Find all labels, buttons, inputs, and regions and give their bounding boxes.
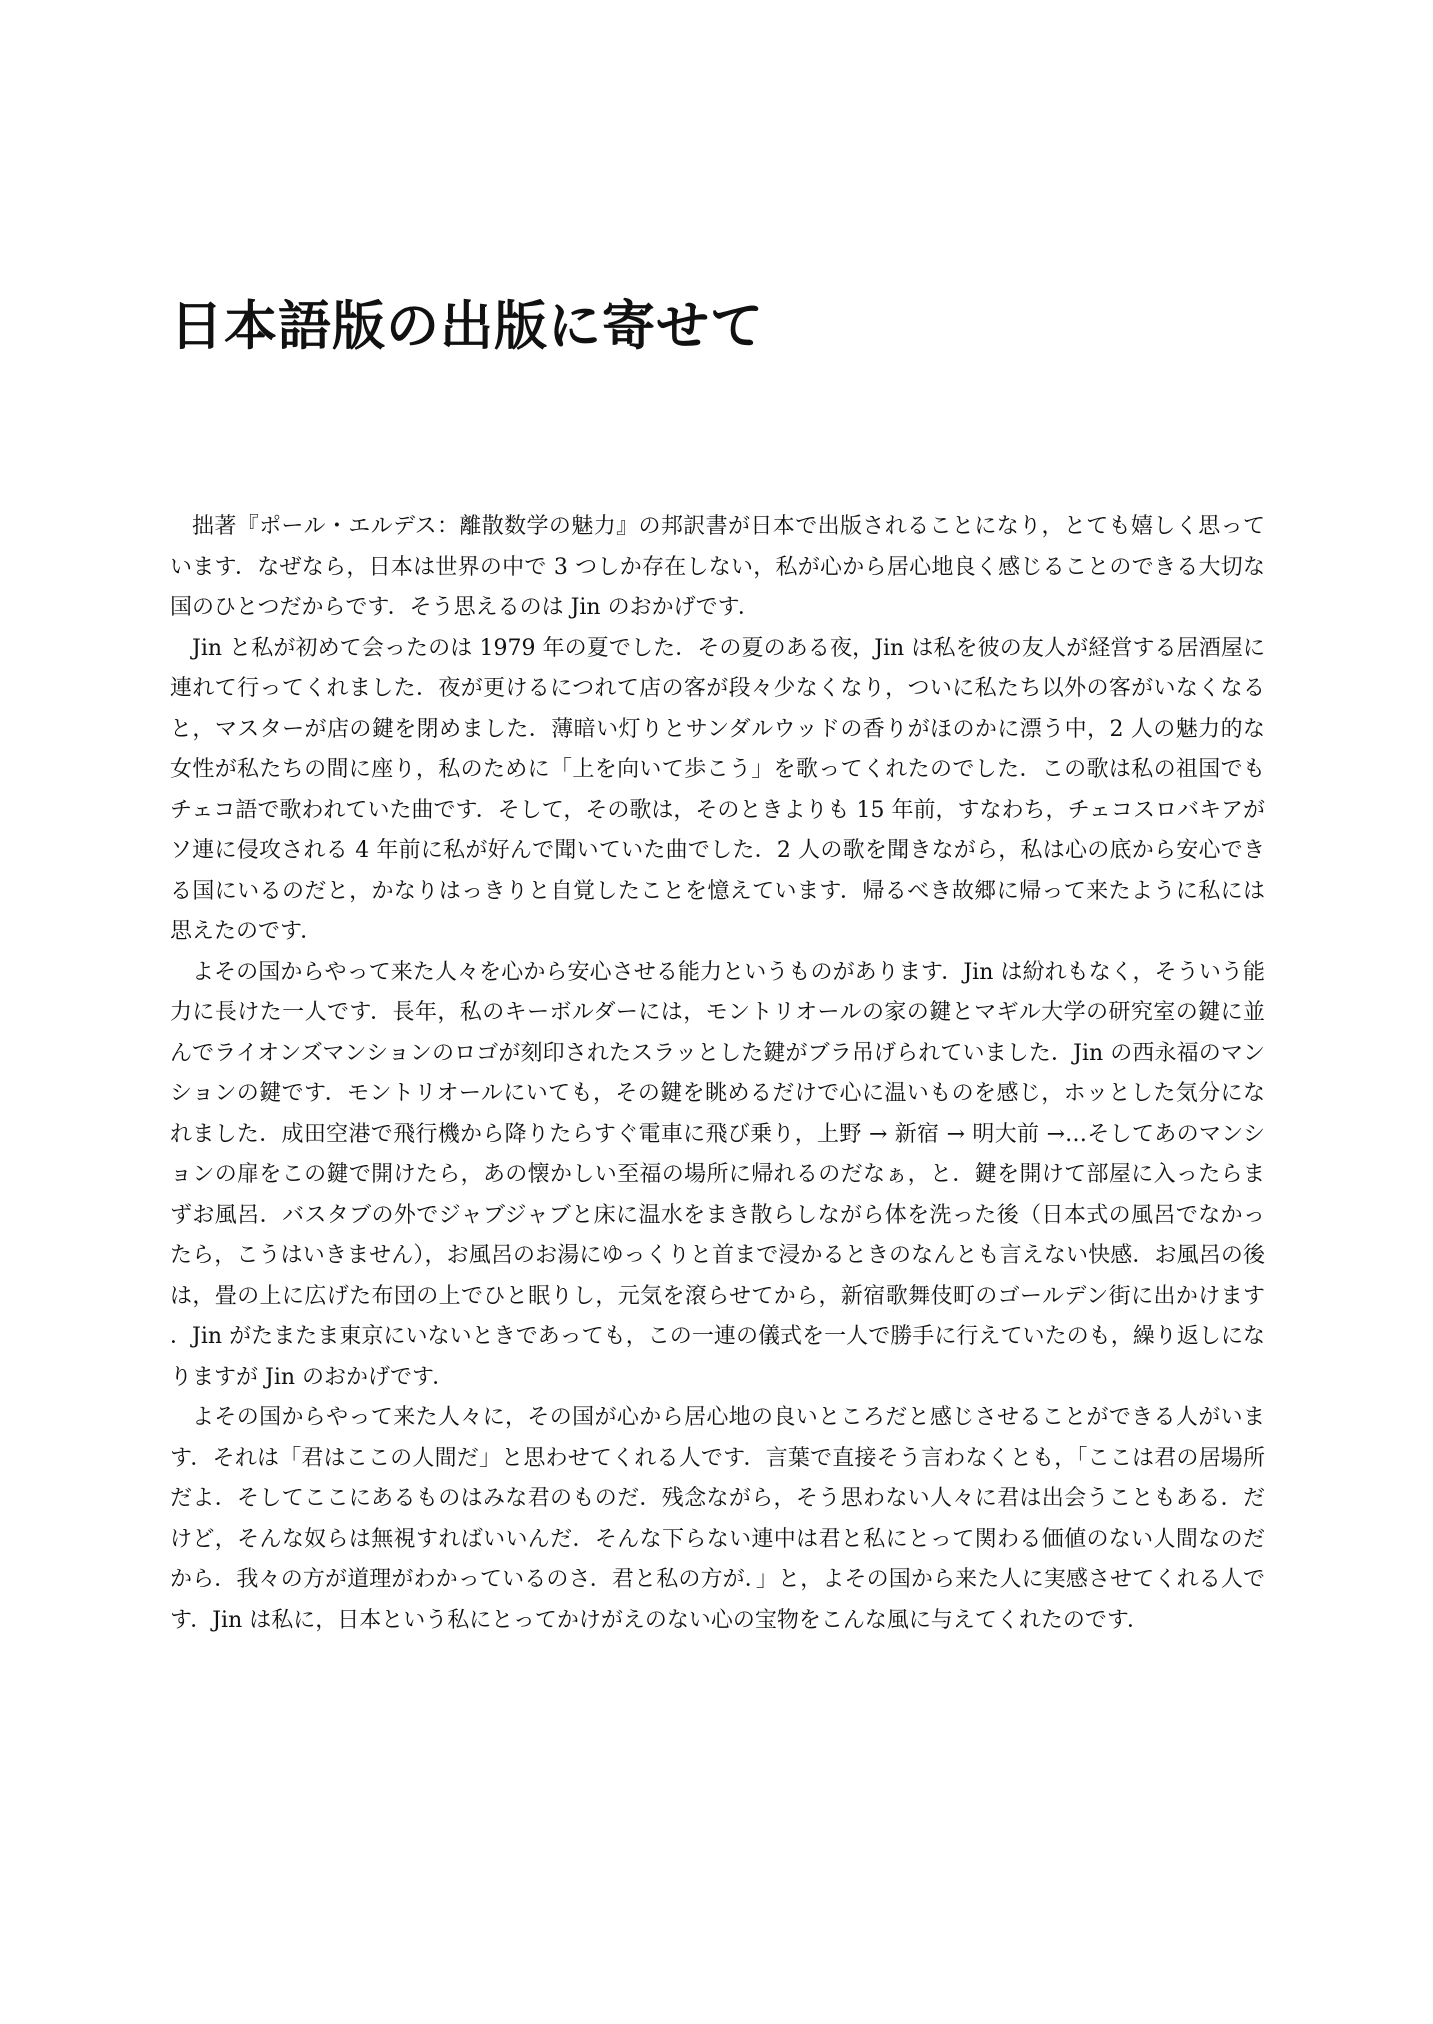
body-text [170, 507, 1265, 1641]
paragraph-1: 拙著『ポール・エルデス：離散数学の魅力』の邦訳書が日本で出版されることになり，とても嬉しく思っています．なぜなら，日本は世界の中で 3 つしか存在しない，私が心から居心地良く感じることのできる大切な国のひとつだからです．そう思えるのは Jin のおかげです． [170, 514, 1265, 620]
paragraph-3: よその国からやって来た人々を心から安心させる能力というものがあります．Jin は紛れもなく，そういう能力に長けた一人です．長年，私のキーボルダーには，モントリオールの家の鍵とマギル大学の研究室の鍵に並んでライオンズマンションのロゴが刻印されたスラッとした鍵がブラ吊げられていました．Jin の西永福のマンションの鍵です．モントリオールにいても，その鍵を眺めるだけで心に温いものを感じ，ホッとした気分になれました．成田空港で飛行機から降りたらすぐ電車に飛び乗り，上野 → 新宿 → 明大前 →…そしてあのマンションの扉をこの鍵で開けたら，あの懐かしい至福の場所に帰れるのだなぁ，と．鍵を開けて部屋に入ったらまずお風呂．バスタブの外でジャブジャブと床に温水をまき散らしながら体を洗った後（日本式の風呂でなかったら，こうはいきません），お風呂のお湯にゆっくりと首まで浸かるときのなんとも言えない快感．お風呂の後は，畳の上に広げた布団の上でひと眠りし，元気を滾らせてから，新宿歌舞伎町のゴールデン街に出かけます．Jin がたまたま東京にいないときであっても，この一連の儀式を一人で勝手に行えていたのも，繰り返しになりますが Jin のおかげです． [170, 959, 1265, 1390]
page-title: 日本語版の出版に寄せて [170, 295, 764, 357]
paragraph-4: よその国からやって来た人々に，その国が心から居心地の良いところだと感じさせることができる人がいます．それは「君はここの人間だ」と思わせてくれる人です．言葉で直接そう言わなくとも，「ここは君の居場所だよ．そしてここにあるものはみな君のものだ．残念ながら，そう思わない人々に君は出会うこともある．だけど，そんな奴らは無視すればいいんだ．そんな下らない連中は君と私にとって関わる価値のない人間なのだから．我々の方が道理がわかっているのさ．君と私の方が．」と，よその国から来た人に実感させてくれる人です．Jin は私に，日本という私にとってかけがえのない心の宝物をこんな風に与えてくれたのです． [170, 1405, 1265, 1633]
paragraph-2: Jin と私が初めて会ったのは 1979 年の夏でした．その夏のある夜，Jin は私を彼の友人が経営する居酒屋に連れて行ってくれました．夜が更けるにつれて店の客が段々少なくなり，ついに私たち以外の客がいなくなると，マスターが店の鍵を閉めました．薄暗い灯りとサンダルウッドの香りがほのかに漂う中，2 人の魅力的な女性が私たちの間に座り，私のために「上を向いて歩こう」を歌ってくれたのでした．この歌は私の祖国でもチェコ語で歌われていた曲です．そして，その歌は，そのときよりも 15 年前，すなわち，チェコスロバキアがソ連に侵攻される 4 年前に私が好んで聞いていた曲でした．2 人の歌を聞きながら，私は心の底から安心できる国にいるのだと，かなりはっきりと自覚したことを憶えています．帰るべき故郷に帰って来たように私には思えたのです． [170, 635, 1265, 944]
